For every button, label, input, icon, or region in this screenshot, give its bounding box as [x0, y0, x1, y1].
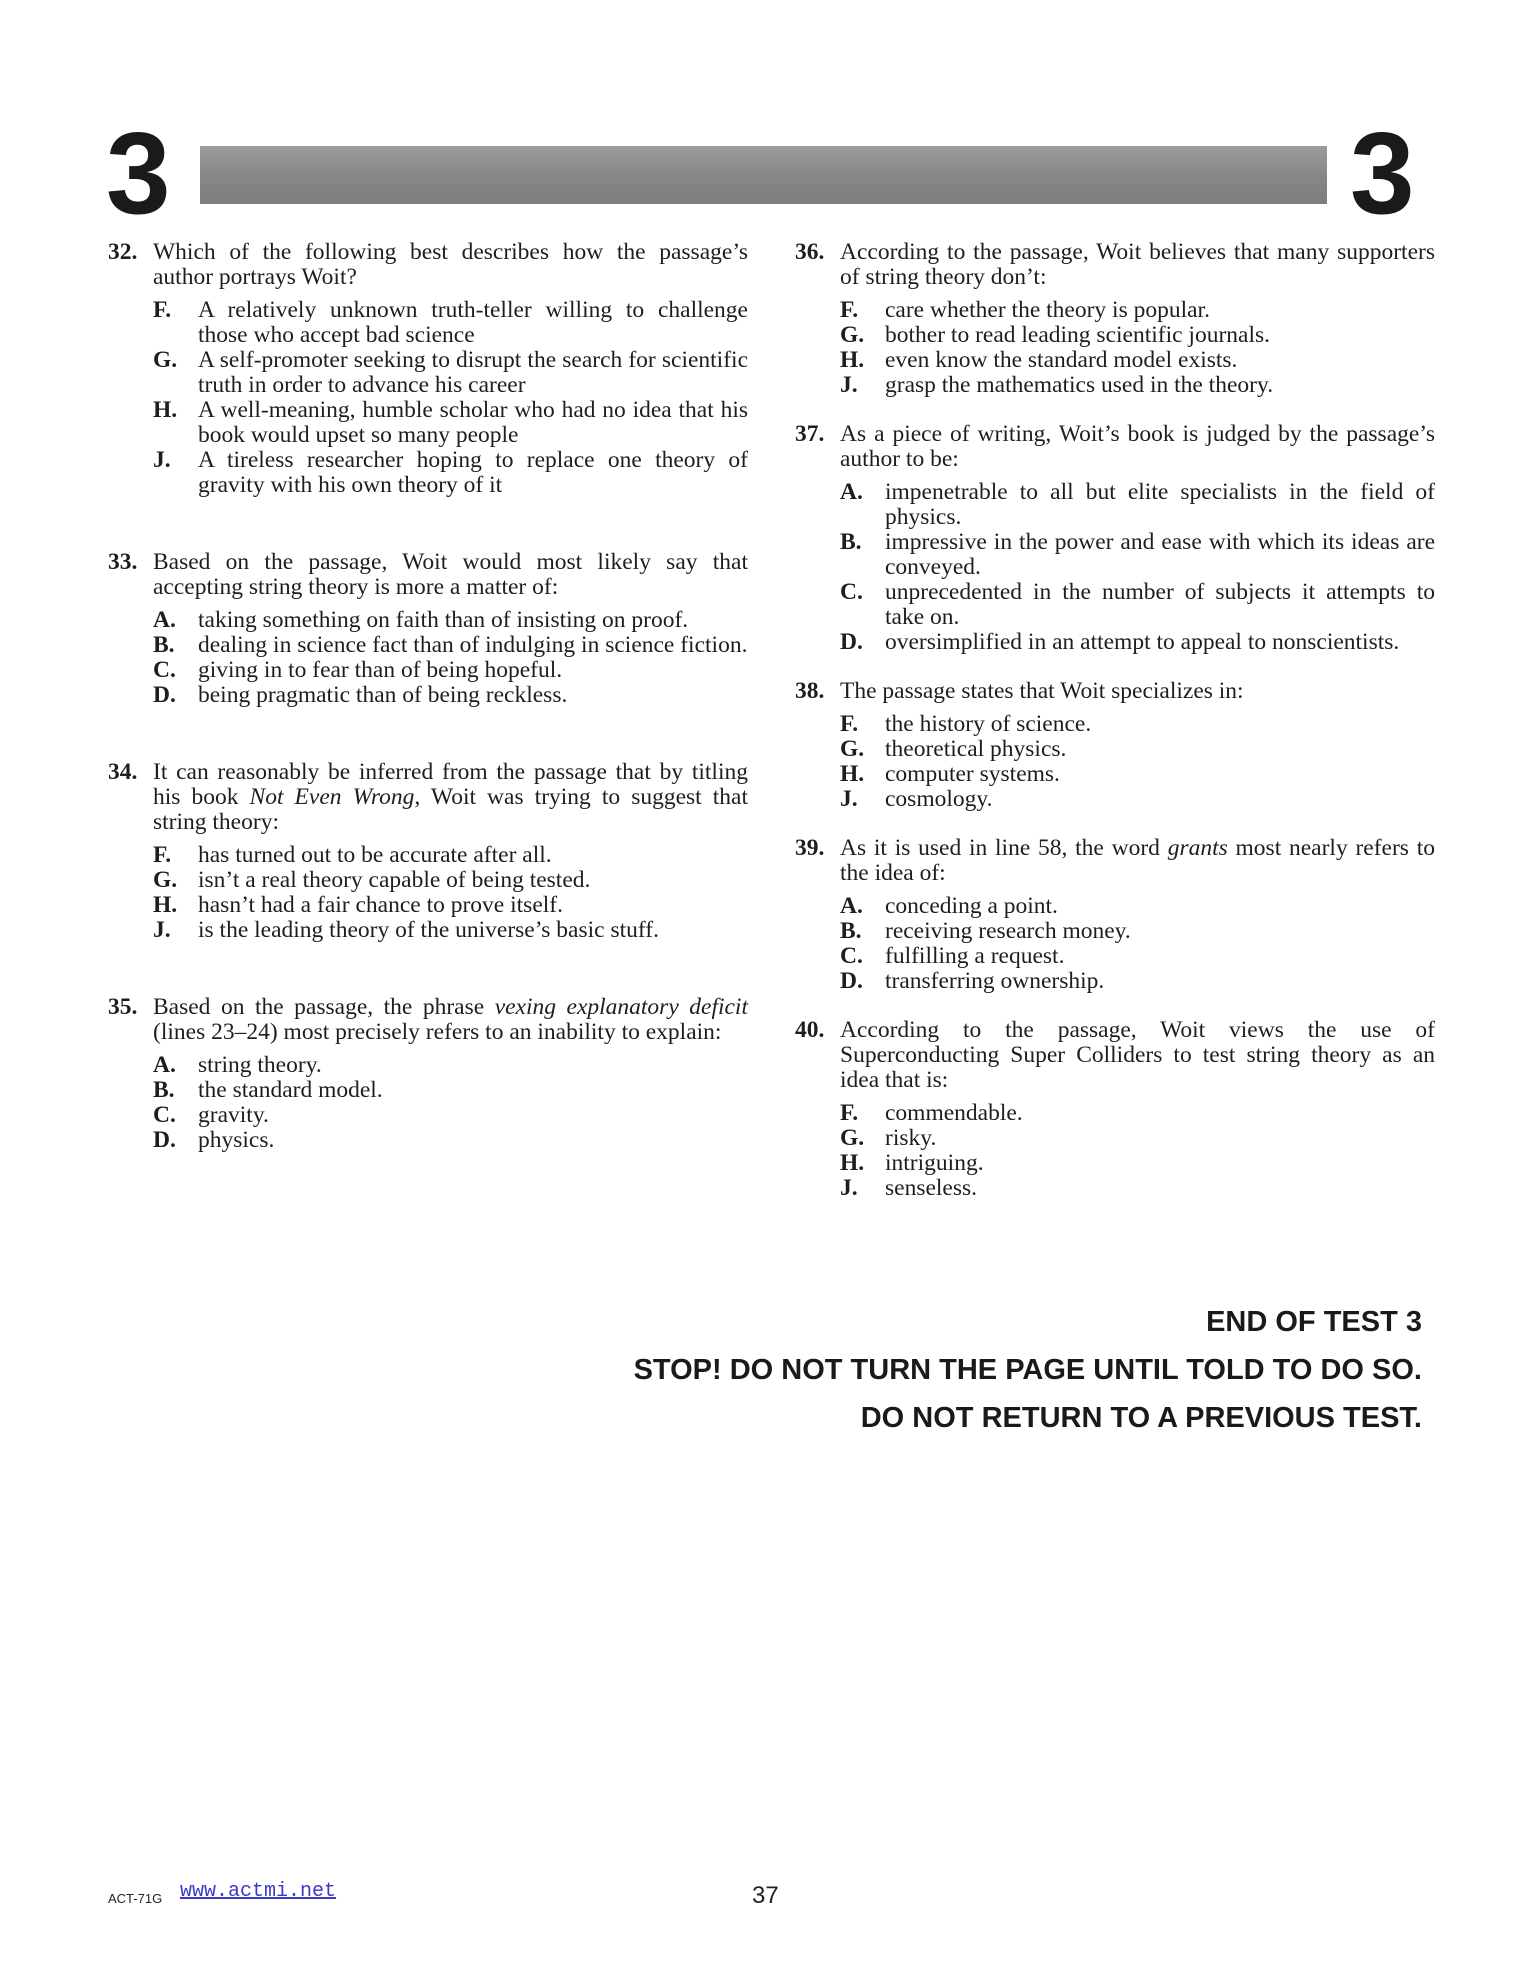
- no-return-instruction: DO NOT RETURN TO A PREVIOUS TEST.: [860, 1402, 1422, 1434]
- answer-choice[interactable]: [840, 630, 1435, 655]
- choice-text: unprecedented in the number of subjects it attempts to take on.: [885, 579, 1435, 630]
- answer-choice[interactable]: [153, 1128, 748, 1153]
- question-number: 38.: [795, 678, 825, 704]
- choice-letter: D.: [153, 1127, 176, 1153]
- choice-letter: C.: [840, 943, 863, 969]
- answer-choices: [153, 1053, 748, 1153]
- choice-text: fulfilling a request.: [885, 943, 1065, 969]
- answer-choice[interactable]: [153, 448, 748, 498]
- answer-choice[interactable]: [153, 868, 748, 893]
- choice-text: hasn’t had a fair chance to prove itself.: [198, 892, 563, 918]
- choice-letter: J.: [840, 372, 858, 398]
- answer-choice[interactable]: [840, 298, 1435, 323]
- question-number: 34.: [108, 759, 138, 785]
- answer-choice[interactable]: [153, 1078, 748, 1103]
- choice-letter: G.: [840, 736, 865, 762]
- choice-letter: D.: [840, 968, 863, 994]
- question-stem: Based on the passage, Woit would most likely say that accepting string theory is more a matter of:: [153, 549, 748, 600]
- choice-letter: F.: [840, 1100, 859, 1126]
- choice-letter: B.: [840, 529, 862, 555]
- answer-choice[interactable]: [840, 373, 1435, 398]
- answer-choice[interactable]: [153, 893, 748, 918]
- choice-text: intriguing.: [885, 1150, 984, 1176]
- right-column: [795, 240, 1435, 1201]
- question-stem: Which of the following best describes how the passage’s author portrays Woit?: [153, 239, 748, 290]
- website-link[interactable]: www.actmi.net: [180, 1880, 337, 1903]
- stop-instruction: STOP! DO NOT TURN THE PAGE UNTIL TOLD TO DO SO.: [633, 1354, 1422, 1386]
- answer-choice[interactable]: [840, 480, 1435, 530]
- choice-letter: B.: [840, 918, 862, 944]
- choice-letter: J.: [840, 1175, 858, 1201]
- answer-choices: [153, 608, 748, 708]
- answer-choices: [840, 1101, 1435, 1201]
- choice-letter: H.: [153, 397, 178, 423]
- choice-letter: D.: [840, 629, 863, 655]
- answer-choice[interactable]: [840, 762, 1435, 787]
- answer-choice[interactable]: [840, 944, 1435, 969]
- choice-letter: J.: [153, 917, 171, 943]
- answer-choice[interactable]: [840, 1126, 1435, 1151]
- choice-text: dealing in science fact than of indulging in science fiction.: [198, 632, 748, 658]
- choice-text: being pragmatic than of being reckless.: [198, 682, 568, 708]
- choice-text: care whether the theory is popular.: [885, 297, 1210, 323]
- question-number: 37.: [795, 421, 825, 447]
- question-stem: The passage states that Woit specializes in:: [840, 678, 1244, 704]
- answer-choice[interactable]: [840, 530, 1435, 580]
- answer-choice[interactable]: [153, 658, 748, 683]
- stem-text: It can reasonably be inferred from the passage that by titling his book: [153, 759, 748, 810]
- answer-choices: [840, 712, 1435, 812]
- choice-text: has turned out to be accurate after all.: [198, 842, 552, 868]
- choice-text: gravity.: [198, 1102, 269, 1128]
- choice-letter: A.: [153, 1052, 176, 1078]
- answer-choice[interactable]: [840, 1176, 1435, 1201]
- answer-choices: [840, 894, 1435, 994]
- question-stem: According to the passage, Woit believes that many supporters of string theory don’t:: [840, 239, 1435, 290]
- choice-text: bother to read leading scientific journals.: [885, 322, 1271, 348]
- choice-letter: D.: [153, 682, 176, 708]
- choice-text: transferring ownership.: [885, 968, 1105, 994]
- choice-text: the standard model.: [198, 1077, 383, 1103]
- page-number: 37: [752, 1882, 779, 1909]
- choice-text: is the leading theory of the universe’s basic stuff.: [198, 917, 659, 943]
- choice-letter: C.: [153, 1102, 176, 1128]
- choice-letter: F.: [840, 711, 859, 737]
- choice-text: computer systems.: [885, 761, 1060, 787]
- choice-text: risky.: [885, 1125, 937, 1151]
- question-stem: [840, 836, 1435, 886]
- choice-letter: A.: [153, 607, 176, 633]
- choice-letter: F.: [153, 297, 172, 323]
- question-number: 35.: [108, 994, 138, 1020]
- section-number-left: 3: [106, 108, 171, 238]
- stem-text: Based on the passage, the phrase: [153, 994, 495, 1020]
- left-column: [108, 240, 748, 1153]
- question-37: [795, 422, 1435, 655]
- answer-choice[interactable]: [840, 348, 1435, 373]
- answer-choices: [840, 480, 1435, 655]
- choice-text: giving in to fear than of being hopeful.: [198, 657, 563, 683]
- choice-letter: C.: [153, 657, 176, 683]
- choice-text: A well-meaning, humble scholar who had no idea that his book would upset so many people: [198, 397, 748, 448]
- quoted-phrase: vexing explanatory deficit: [494, 994, 748, 1020]
- choice-text: the history of science.: [885, 711, 1092, 737]
- answer-choice[interactable]: [153, 843, 748, 868]
- answer-choice[interactable]: [840, 323, 1435, 348]
- answer-choice[interactable]: [153, 398, 748, 448]
- end-of-test-heading: END OF TEST 3: [1206, 1306, 1422, 1338]
- question-38: [795, 679, 1435, 812]
- stem-text: , Woit was trying to suggest that string theory:: [153, 784, 748, 835]
- question-number: 39.: [795, 835, 825, 861]
- choice-text: senseless.: [885, 1175, 978, 1201]
- choice-text: conceding a point.: [885, 893, 1058, 919]
- question-40: [795, 1018, 1435, 1201]
- section-number-right: 3: [1350, 108, 1415, 238]
- choice-letter: G.: [153, 867, 178, 893]
- answer-choice[interactable]: [840, 580, 1435, 630]
- question-number: 36.: [795, 239, 825, 265]
- choice-text: string theory.: [198, 1052, 322, 1078]
- answer-choice[interactable]: [153, 683, 748, 708]
- answer-choice[interactable]: [153, 1053, 748, 1078]
- quoted-word: grants: [1167, 835, 1228, 861]
- choice-letter: J.: [153, 447, 171, 473]
- choice-letter: C.: [840, 579, 863, 605]
- answer-choices: [840, 298, 1435, 398]
- choice-letter: G.: [840, 1125, 865, 1151]
- choice-text: physics.: [198, 1127, 275, 1153]
- question-32: [108, 240, 748, 498]
- choice-text: impenetrable to all but elite specialists in the field of physics.: [885, 479, 1435, 530]
- choice-letter: F.: [840, 297, 859, 323]
- choice-letter: A.: [840, 893, 863, 919]
- answer-choice[interactable]: [840, 969, 1435, 994]
- book-title: Not Even Wrong: [249, 784, 415, 810]
- choice-text: theoretical physics.: [885, 736, 1067, 762]
- answer-choice[interactable]: [153, 608, 748, 633]
- choice-text: receiving research money.: [885, 918, 1131, 944]
- answer-choice[interactable]: [840, 787, 1435, 812]
- answer-choice[interactable]: [840, 737, 1435, 762]
- choice-letter: B.: [153, 1077, 175, 1103]
- answer-choices: [153, 843, 748, 943]
- answer-choice[interactable]: [840, 712, 1435, 737]
- choice-letter: G.: [840, 322, 865, 348]
- answer-choice[interactable]: [840, 894, 1435, 919]
- answer-choices: [153, 298, 748, 498]
- stem-text: most nearly refers to the idea of:: [840, 835, 1435, 886]
- answer-choice[interactable]: [840, 1151, 1435, 1176]
- answer-choice[interactable]: [840, 1101, 1435, 1126]
- choice-text: isn’t a real theory capable of being tested.: [198, 867, 591, 893]
- choice-letter: B.: [153, 632, 175, 658]
- answer-choice[interactable]: [153, 298, 748, 348]
- question-stem: As a piece of writing, Woit’s book is judged by the passage’s author to be:: [840, 421, 1435, 472]
- choice-text: cosmology.: [885, 786, 993, 812]
- answer-choice[interactable]: [153, 348, 748, 398]
- question-33: [108, 550, 748, 708]
- question-stem: [153, 760, 748, 835]
- choice-text: commendable.: [885, 1100, 1023, 1126]
- choice-text: A relatively unknown truth-teller willing to challenge those who accept bad science: [198, 297, 748, 348]
- form-code: ACT-71G: [108, 1891, 163, 1906]
- section-header-bar: [200, 146, 1327, 204]
- answer-choice[interactable]: [153, 918, 748, 943]
- answer-choice[interactable]: [840, 919, 1435, 944]
- question-stem: According to the passage, Woit views the use of Superconducting Super Colliders to test string theory as an idea that is:: [840, 1017, 1435, 1093]
- choice-letter: H.: [840, 1150, 865, 1176]
- question-stem: [153, 995, 748, 1045]
- choice-letter: H.: [840, 761, 865, 787]
- question-34: [108, 760, 748, 943]
- stem-text: As it is used in line 58, the word: [840, 835, 1168, 861]
- choice-text: A self-promoter seeking to disrupt the search for scientific truth in order to advance his career: [198, 347, 748, 398]
- question-number: 32.: [108, 239, 138, 265]
- choice-letter: J.: [840, 786, 858, 812]
- question-36: [795, 240, 1435, 398]
- stem-text: (lines 23–24) most precisely refers to an inability to explain:: [153, 1019, 722, 1045]
- choice-text: impressive in the power and ease with which its ideas are conveyed.: [885, 529, 1435, 580]
- question-39: [795, 836, 1435, 994]
- choice-text: A tireless researcher hoping to replace one theory of gravity with his own theory of it: [198, 447, 748, 498]
- answer-choice[interactable]: [153, 1103, 748, 1128]
- choice-letter: H.: [840, 347, 865, 373]
- question-number: 40.: [795, 1017, 825, 1043]
- answer-choice[interactable]: [153, 633, 748, 658]
- choice-letter: G.: [153, 347, 178, 373]
- choice-text: grasp the mathematics used in the theory.: [885, 372, 1274, 398]
- choice-text: even know the standard model exists.: [885, 347, 1238, 373]
- choice-letter: F.: [153, 842, 172, 868]
- question-35: [108, 995, 748, 1153]
- choice-text: taking something on faith than of insisting on proof.: [198, 607, 689, 633]
- choice-letter: A.: [840, 479, 863, 505]
- choice-text: oversimplified in an attempt to appeal to nonscientists.: [885, 629, 1400, 655]
- end-of-test-notice: [634, 1298, 1422, 1442]
- question-number: 33.: [108, 549, 138, 575]
- choice-letter: H.: [153, 892, 178, 918]
